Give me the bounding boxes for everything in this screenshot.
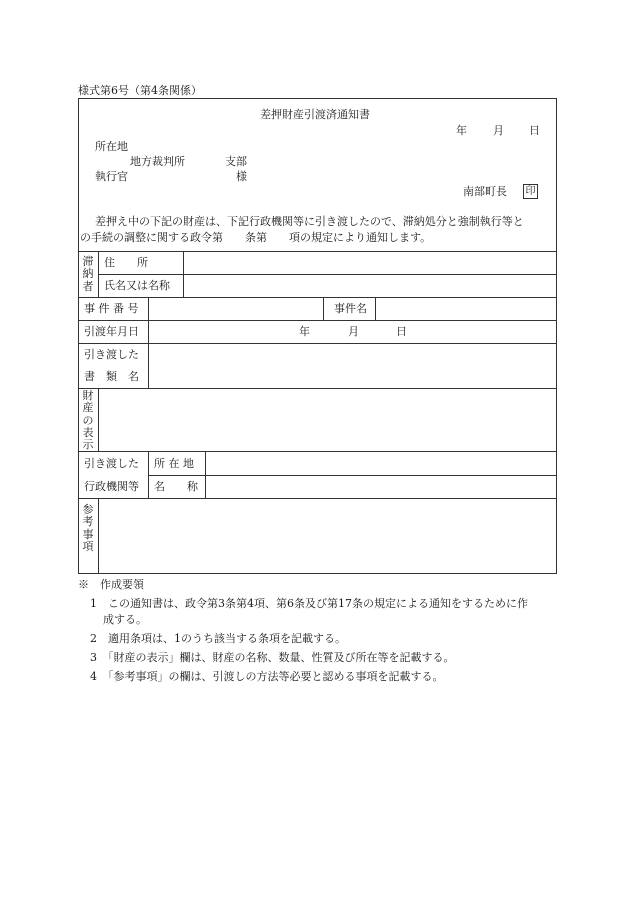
col-rule <box>183 251 184 297</box>
transfer-day: 日 <box>396 325 407 338</box>
date-year: 年 <box>456 124 467 137</box>
body-line-1: 差押え中の下記の財産は、下記行政機関等に引き渡したので、滞納処分と強制執行等と <box>95 215 524 228</box>
branch-label: 支部 <box>225 155 247 168</box>
agency-name-label: 名 称 <box>154 480 198 493</box>
col-rule <box>98 498 99 574</box>
row-rule <box>78 451 557 452</box>
agency-address-label: 所 在 地 <box>154 457 194 470</box>
col-rule <box>148 451 149 498</box>
agency-label-line2: 行政機関等 <box>84 480 139 493</box>
note-item-1-cont: 成する。 <box>103 613 147 626</box>
date-day: 日 <box>529 124 540 137</box>
address-label: 所在地 <box>95 140 128 153</box>
note-item-2: 2 適用条項は、1のうち該当する条項を記載する。 <box>90 632 346 645</box>
court-label: 地方裁判所 <box>130 155 185 168</box>
col-rule <box>98 388 99 451</box>
transfer-year: 年 <box>299 325 310 338</box>
col-rule <box>375 297 376 320</box>
transfer-date-label: 引渡年月日 <box>84 325 139 338</box>
transfer-month: 月 <box>348 325 359 338</box>
delinquent-label: 滞納者 <box>82 255 94 293</box>
col-rule <box>205 451 206 498</box>
form-frame <box>78 98 557 574</box>
row-rule <box>78 388 557 389</box>
row-rule <box>148 475 557 476</box>
col-rule <box>148 297 149 388</box>
body-line-2: の手続の調整に関する政令第 条第 項の規定により通知します。 <box>80 231 432 244</box>
col-rule <box>323 297 324 320</box>
name-field-label: 氏名又は名称 <box>104 279 170 292</box>
form-label: 様式第6号（第4条関係） <box>78 84 202 97</box>
remarks-label: 参考事項 <box>82 503 94 553</box>
documents-label-line2: 書 類 名 <box>84 370 139 383</box>
officer-label: 執行官 <box>95 170 128 183</box>
note-item-1: 1 この通知書は、政令第3条第4項、第6条及び第17条の規定による通知をするために作 <box>90 597 528 610</box>
honorific: 様 <box>236 170 247 183</box>
case-number-label: 事 件 番 号 <box>84 302 139 315</box>
row-rule <box>78 320 557 321</box>
sender-name: 南部町長 <box>463 185 507 198</box>
agency-label-line1: 引き渡した <box>84 457 139 470</box>
note-item-4: 4 「参考事項」の欄は、引渡しの方法等必要と認める事項を記載する。 <box>90 670 444 683</box>
row-rule <box>78 251 557 252</box>
note-item-3: 3 「財産の表示」欄は、財産の名称、数量、性質及び所在等を記載する。 <box>90 651 455 664</box>
case-name-label: 事件名 <box>334 302 367 315</box>
address-field-label: 住 所 <box>104 256 148 269</box>
row-rule <box>98 274 557 275</box>
documents-label-line1: 引き渡した <box>84 348 139 361</box>
notes-heading: ※ 作成要領 <box>78 578 144 591</box>
date-month: 月 <box>493 124 504 137</box>
property-label: 財産の表示 <box>82 389 94 452</box>
row-rule <box>78 498 557 499</box>
seal-mark: 印 <box>523 184 538 199</box>
document-title: 差押財産引渡済通知書 <box>260 108 370 121</box>
row-rule <box>78 297 557 298</box>
row-rule <box>78 343 557 344</box>
col-rule <box>98 251 99 297</box>
